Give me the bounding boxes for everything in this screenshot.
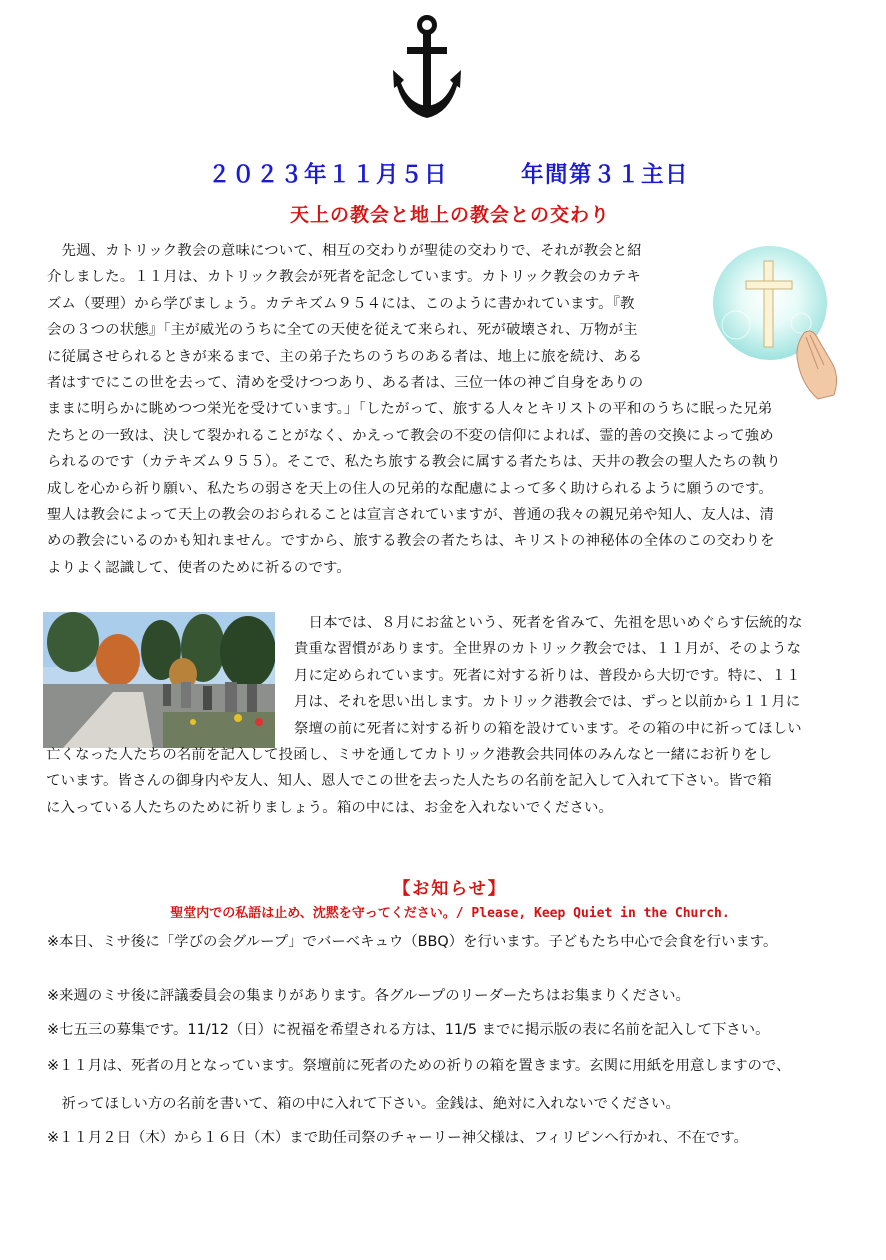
text-line: 貴重な習慣があります。全世界のカトリック教会では、１１月が、そのような <box>294 641 802 658</box>
text-line: 月は、それを思い出します。カトリック港教会では、ずっと以前から１１月に <box>294 694 801 711</box>
notice-heading: 【お知らせ】 <box>393 879 507 899</box>
article-title: 天上の教会と地上の教会との交わり <box>289 204 610 226</box>
text-line: よりよく認識して、使者のために祈るのです。 <box>47 559 351 576</box>
text-line: に従属させられるときが来るまで、主の弟子たちのうちのある者は、地上に旅を続け、ある <box>47 348 643 365</box>
text-line: 成しを心から祈り願い、私たちの弱さを天上の住人の兄弟的な配慮によって多く助けられるように願うのです。 <box>47 480 773 497</box>
article-paragraph-2 <box>46 610 803 821</box>
text-line: 介しました。１１月は、カトリック教会が死者を記念しています。カトリック教会のカテキ <box>47 269 641 286</box>
text-line: 祭壇の前に死者に対する祈りの箱を設けています。その箱の中に祈ってほしい <box>294 720 802 737</box>
notice-item-4: ※１１月は、死者の月となっています。祭壇前に死者のための祈りの箱を置きます。玄関に用紙を用意しますので、 <box>47 1058 791 1074</box>
text-line: 亡くなった人たちの名前を記入して投函し、ミサを通してカトリック港教会共同体のみんなと一緒にお祈りをし <box>46 747 773 764</box>
sunday-text: 年間第３１主日 <box>521 162 690 188</box>
text-line: 月に定められています。死者に対する祈りは、普段から大切です。特に、１１ <box>294 667 801 684</box>
quiet-notice: 聖堂内での私語は止め、沈黙を守ってください。/ Please, Keep Quiet in the Church. <box>170 906 730 921</box>
text-line: 会の３つの状態』「主が威光のうちに全ての天使を従えて来られ、死が破壊され、万物が主 <box>47 322 638 339</box>
text-line: 日本では、８月にお盆という、死者を省みて、先祖を思いめぐらす伝統的な <box>294 615 803 631</box>
text-line: られるのです（カテキズム９５５）。そこで、私たち旅する教会に属する者たちは、天井の教会の聖人たちの執り <box>47 454 781 471</box>
notice-item-5: ※１１月２日（木）から１６日（木）まで助任司祭のチャーリー神父様は、フィリピンへ行かれ、不在です。 <box>47 1130 748 1146</box>
notice-item-3: ※七五三の募集です。11/12（日）に祝福を希望される方は、11/5 までに掲示版の表に名前を記入して下さい。 <box>47 1022 770 1038</box>
notice-item-1: ※本日、ミサ後に「学びの会グループ」でバーベキュウ（BBQ）を行います。子どもたち中心で会食を行います。 <box>47 934 778 950</box>
date-text: ２０２３年１１月５日 <box>208 162 449 188</box>
text-line: に入っている人たちのために祈りましょう。箱の中には、お金を入れないでください。 <box>46 799 614 816</box>
text-line: 聖人は教会によって天上の教会のおられることは宣言されていますが、普通の我々の親兄弟や知人、友人は、清 <box>47 507 775 524</box>
article-paragraph-1 <box>47 238 781 581</box>
text-line: 者はすでにこの世を去って、清めを受けつつあり、ある者は、三位一体の神ご自身をありの <box>47 375 644 392</box>
text-line: ままに明らかに眺めつつ栄光を受けています。」「したがって、旅する人々とキリストの平和のうちに眠った兄弟 <box>47 401 773 418</box>
text-line: ています。皆さんの御身内や友人、知人、恩人でこの世を去った人たちの名前を記入して入れて下さい。皆で箱 <box>46 773 772 790</box>
text-line: めの教会にいるのかも知れません。ですから、旅する教会の者たちは、キリストの神秘体の全体のこの交わりを <box>47 533 775 550</box>
text-line: たちとの一致は、決して裂かれることがなく、かえって教会の不変の信仰によれば、霊的善の交換によって強め <box>47 427 774 444</box>
text-line: 先週、カトリック教会の意味について、相互の交わりが聖徒の交わりで、それが教会と紹 <box>47 243 642 259</box>
text-line: ズム（要理）から学びましょう。カテキズム９５４には、このように書かれています。『教 <box>47 295 635 312</box>
notice-item-2: ※来週のミサ後に評議委員会の集まりがあります。各グループのリーダーたちはお集まりください。 <box>47 988 690 1004</box>
anchor-icon <box>391 14 463 120</box>
notice-item-4-continued: 祈ってほしい方の名前を書いて、箱の中に入れて下さい。金銭は、絶対に入れないでください。 <box>47 1096 680 1112</box>
